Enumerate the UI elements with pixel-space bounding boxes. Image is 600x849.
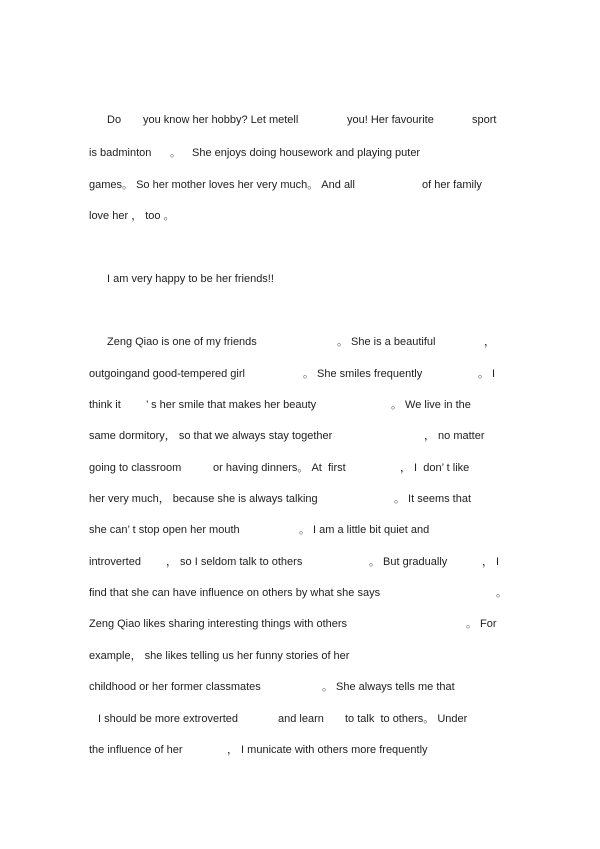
text-fragment: is badminton <box>89 147 152 159</box>
text-fragment: love her ， too 。 <box>89 210 175 222</box>
text-fragment: the influence of her <box>89 744 183 756</box>
text-fragment: you! Her favourite <box>347 114 434 126</box>
text-fragment: ， I don’ t like <box>400 462 470 474</box>
text-line <box>0 554 600 570</box>
text-fragment: Zeng Qiao likes sharing interesting things with others <box>89 618 348 630</box>
text-fragment: and learn <box>278 713 324 725</box>
text-line <box>0 208 600 224</box>
text-line <box>0 460 600 476</box>
text-fragment: example， she likes telling us her funny stories of her <box>89 650 350 662</box>
text-fragment: ， no matter <box>424 430 485 442</box>
text-fragment: she can’ t stop open her mouth <box>89 524 240 536</box>
text-fragment: 。 We live in the <box>391 399 471 411</box>
text-fragment: or having dinners。 At first <box>213 462 346 474</box>
text-fragment: to talk to others。 Under <box>345 713 468 725</box>
text-fragment: 。 But gradually <box>369 556 448 568</box>
text-fragment: 。 <box>496 587 507 599</box>
text-line <box>0 522 600 538</box>
text-line <box>0 177 600 193</box>
text-fragment: same dormitory， so that we always stay together <box>89 430 333 442</box>
text-fragment: ’ s her smile that makes her beauty <box>146 399 317 411</box>
text-fragment: 。 She is a beautiful <box>337 336 436 348</box>
text-fragment: 。 She always tells me that <box>322 681 455 693</box>
text-line <box>0 711 600 727</box>
text-fragment: Zeng Qiao is one of my friends <box>107 336 257 348</box>
text-line <box>0 428 600 444</box>
text-fragment: ， I municate with others more frequently <box>227 744 428 756</box>
text-line <box>0 271 600 287</box>
text-fragment: you know her hobby? Let metell <box>143 114 299 126</box>
text-fragment: going to classroom <box>89 462 182 474</box>
text-fragment: introverted <box>89 556 141 568</box>
text-fragment: sport <box>472 114 497 126</box>
text-fragment: 。 I am a little bit quiet and <box>299 524 430 536</box>
text-fragment: her very much， because she is always talking <box>89 493 318 505</box>
text-fragment: She enjoys doing housework and playing puter <box>192 147 421 159</box>
text-line <box>0 334 600 350</box>
text-fragment: find that she can have influence on others by what she says <box>89 587 381 599</box>
text-fragment: think it <box>89 399 121 411</box>
text-fragment: 。 I <box>478 368 496 380</box>
text-fragment: 。 <box>170 147 181 159</box>
text-line <box>0 585 600 601</box>
text-fragment: I am very happy to be her friends!! <box>107 273 274 285</box>
text-line <box>0 491 600 507</box>
text-fragment: of her family <box>422 179 482 191</box>
text-fragment: childhood or her former classmates <box>89 681 261 693</box>
text-fragment: I should be more extroverted <box>98 713 239 725</box>
text-fragment: ， <box>484 336 495 348</box>
text-fragment: 。 It seems that <box>394 493 472 505</box>
text-line <box>0 742 600 758</box>
text-line <box>0 366 600 382</box>
text-fragment: 。 She smiles frequently <box>303 368 423 380</box>
text-line <box>0 616 600 632</box>
text-line <box>0 679 600 695</box>
text-fragment: ， I <box>482 556 500 568</box>
text-fragment: 。 For <box>466 618 497 630</box>
text-fragment: Do <box>107 114 122 126</box>
text-fragment: ， so I seldom talk to others <box>166 556 303 568</box>
text-line <box>0 397 600 413</box>
text-line <box>0 145 600 161</box>
text-fragment: games。 So her mother loves her very much。 And all <box>89 179 355 191</box>
text-fragment: outgoingand good-tempered girl <box>89 368 245 380</box>
text-line <box>0 648 600 664</box>
text-line <box>0 112 600 128</box>
